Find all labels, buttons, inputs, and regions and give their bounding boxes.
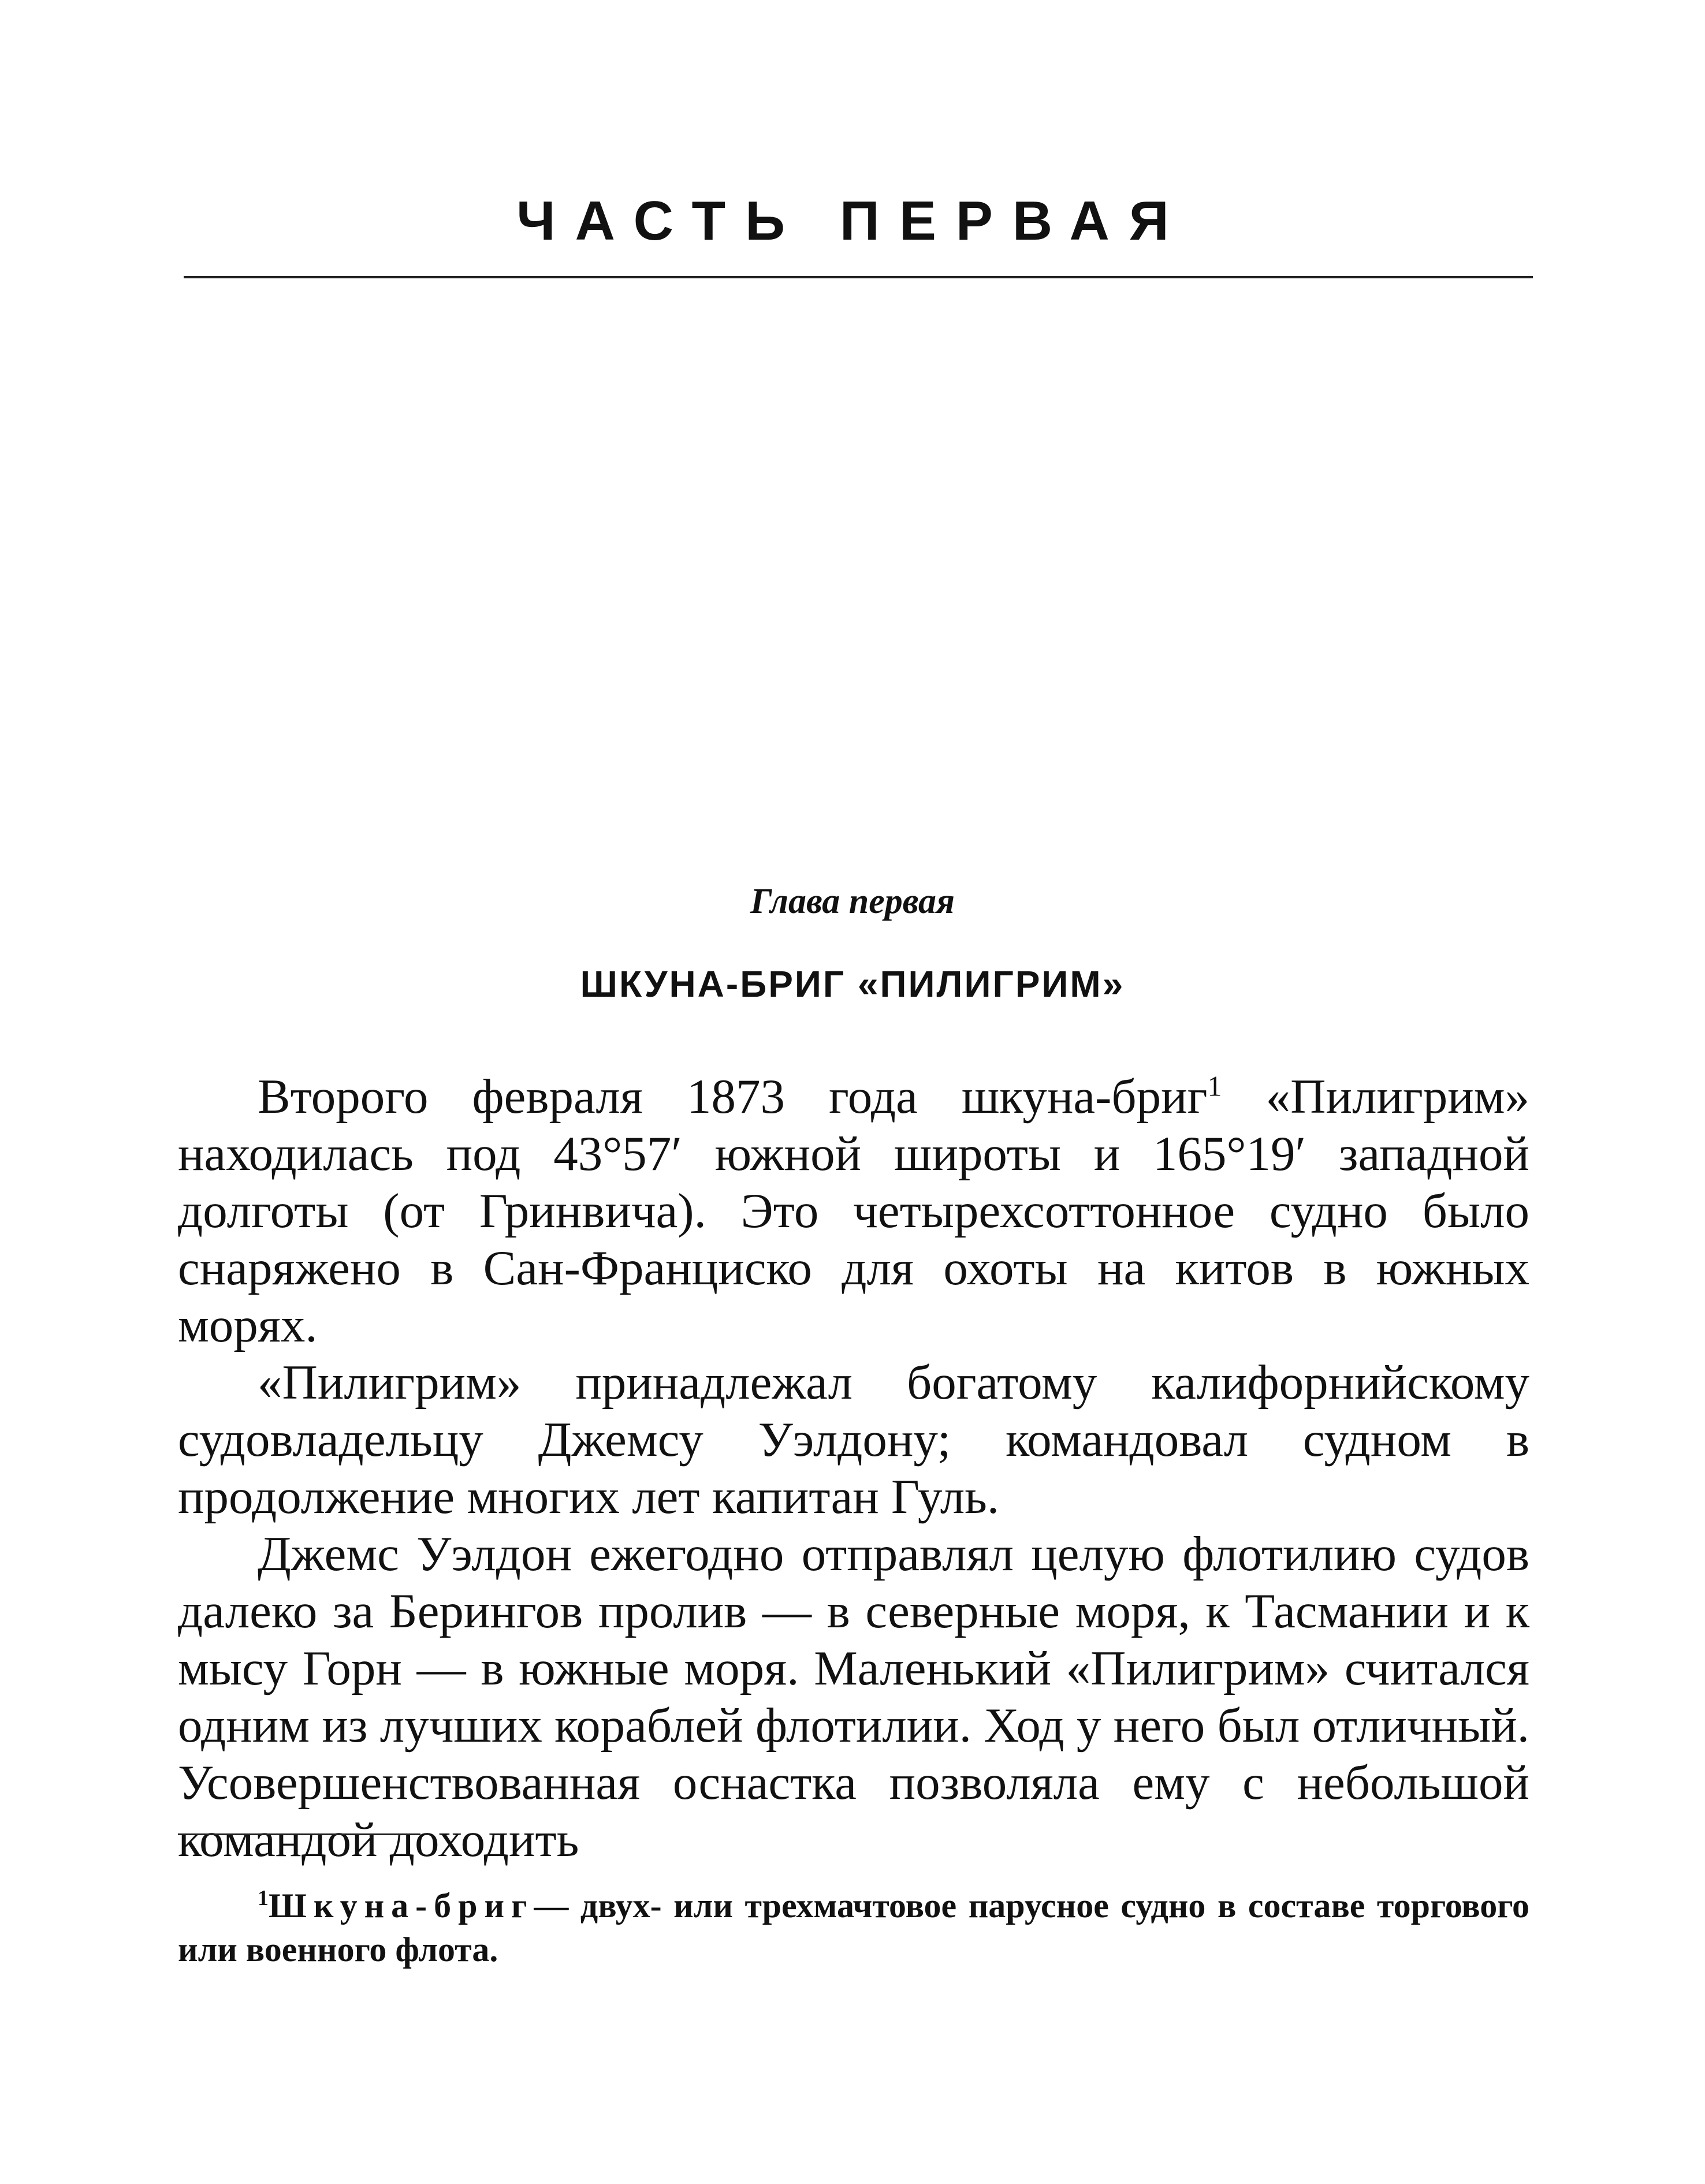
paragraph-3: Джемс Уэлдон ежегодно отправлял целую флотилию судов далеко за Берингов пролив — в северные моря, к Тасмании и к мысу Горн — в южные моря. Маленький «Пилигрим» считался одним из лучших кораблей флотилии. Ход у него был отличный. Усовершенствованная оснастка позволяла ему с небольшой командой доходить [178, 1527, 1529, 1867]
footnote [178, 1884, 1529, 1971]
paragraph-2: «Пилигрим» принадлежал богатому калифорнийскому судовладельцу Джемсу Уэлдону; командовал судном в продолжение многих лет капитан Гуль. [178, 1355, 1529, 1524]
footnote-term: Шкуна-бриг [269, 1887, 534, 1925]
footnote-reference: 1 [1207, 1069, 1222, 1102]
paragraph-1-start: Второго февраля 1873 года шкуна-бриг [258, 1069, 1208, 1124]
part-title: ЧАСТЬ ПЕРВАЯ [516, 190, 1189, 252]
footnote-mark: 1 [258, 1886, 269, 1910]
footnote-rule [178, 1833, 420, 1835]
chapter-number: Глава первая [750, 882, 955, 921]
chapter-title: ШКУНА-БРИГ «ПИЛИГРИМ» [580, 963, 1125, 1005]
footnote-text [178, 1884, 1529, 1971]
chapter-body [178, 1068, 1529, 1869]
paragraph-1 [178, 1068, 1529, 1354]
part-title-rule [184, 276, 1533, 278]
paragraph-1-rest: «Пилигрим» находилась под 43°57′ южной широты и 165°19′ западной долготы (от Гринвича). Это четырехсоттонное судно было снаряжено в Сан-Франциско для охоты на китов в южных морях. [178, 1069, 1530, 1352]
footnote-definition: — двух- или трехмачтовое парусное судно в составе торгового или военного флота. [178, 1887, 1529, 1969]
